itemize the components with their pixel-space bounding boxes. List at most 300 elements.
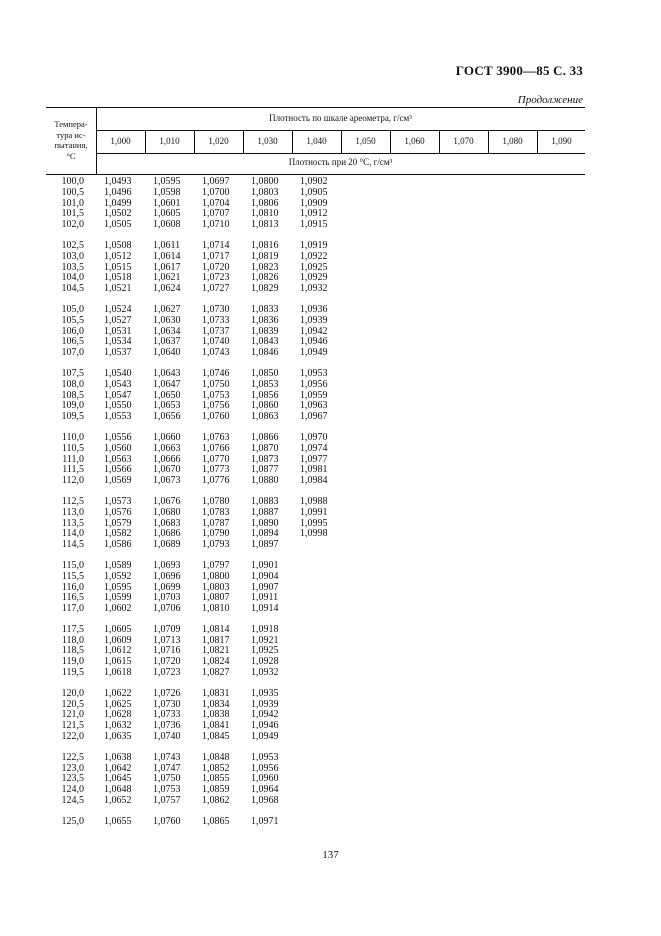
density-cell: 1,0743 (202, 347, 230, 359)
temperature-cell: 112,0 (61, 475, 84, 487)
table-row (46, 412, 585, 423)
column-header: 1,010 (159, 136, 180, 146)
temperature-cell: 123,0 (61, 762, 84, 774)
temperature-cell: 116,5 (61, 592, 84, 604)
density-cell: 1,0776 (202, 475, 230, 487)
density-cell: 1,0905 (300, 186, 328, 198)
density-cell: 1,0853 (251, 378, 279, 390)
temperature-cell: 103,0 (61, 250, 84, 262)
density-cell: 1,0942 (300, 325, 328, 337)
density-cell: 1,0703 (153, 592, 181, 604)
density-cell: 1,0800 (251, 176, 279, 187)
density-cell: 1,0877 (251, 464, 279, 476)
density-cell: 1,0806 (251, 197, 279, 209)
density-cell: 1,0635 (104, 731, 132, 743)
density-cell: 1,0919 (300, 239, 328, 251)
density-cell: 1,0939 (251, 698, 279, 710)
density-cell: 1,0612 (104, 645, 132, 657)
density-cell: 1,0790 (202, 528, 230, 540)
temperature-cell: 113,0 (61, 506, 84, 518)
density-cell: 1,0852 (202, 762, 230, 774)
temperature-cell: 105,0 (61, 303, 84, 315)
density-cell: 1,0838 (202, 709, 230, 721)
density-cell: 1,0670 (153, 464, 181, 476)
density-cell: 1,0598 (153, 186, 181, 198)
density-cell: 1,0527 (104, 314, 132, 326)
density-cell: 1,0608 (153, 219, 181, 231)
density-cell: 1,0689 (153, 539, 181, 551)
density-cell: 1,0634 (153, 325, 181, 337)
density-cell: 1,0757 (153, 795, 181, 807)
density-cell: 1,0907 (251, 581, 279, 593)
density-cell: 1,0592 (104, 570, 132, 582)
density-cell: 1,0988 (300, 495, 328, 507)
density-cell: 1,0582 (104, 528, 132, 540)
density-cell: 1,0756 (202, 400, 230, 412)
density-cell: 1,0502 (104, 208, 132, 220)
table-row (46, 732, 585, 743)
density-cell: 1,0819 (251, 250, 279, 262)
density-cell: 1,0540 (104, 367, 132, 379)
density-cell: 1,0839 (251, 325, 279, 337)
density-cell: 1,0614 (153, 250, 181, 262)
density-cell: 1,0935 (251, 687, 279, 699)
table-row (46, 444, 585, 455)
density-cell: 1,0710 (202, 219, 230, 231)
table-row (46, 508, 585, 519)
density-cell: 1,0827 (202, 667, 230, 679)
table-row (46, 476, 585, 487)
density-cell: 1,0621 (153, 272, 181, 284)
density-cell: 1,0686 (153, 528, 181, 540)
table-row (46, 604, 585, 615)
row-group (46, 177, 585, 231)
temperature-cell: 101,0 (61, 197, 84, 209)
density-cell: 1,0956 (251, 762, 279, 774)
row-group (46, 817, 585, 828)
density-cell: 1,0855 (202, 773, 230, 785)
page-number: 137 (322, 849, 339, 861)
density-cell: 1,0628 (104, 709, 132, 721)
density-cell: 1,0836 (251, 314, 279, 326)
density-cell: 1,0856 (251, 389, 279, 401)
density-cell: 1,0995 (300, 517, 328, 529)
temperature-cell: 107,0 (61, 347, 84, 359)
density-cell: 1,0556 (104, 431, 132, 443)
density-cell: 1,0883 (251, 495, 279, 507)
density-cell: 1,0928 (251, 656, 279, 668)
temperature-cell: 102,0 (61, 219, 84, 231)
density-cell: 1,0753 (153, 784, 181, 796)
density-cell: 1,0887 (251, 506, 279, 518)
row-group (46, 497, 585, 551)
temperature-cell: 119,0 (61, 656, 84, 668)
temperature-cell: 109,0 (61, 400, 84, 412)
density-cell: 1,0848 (202, 751, 230, 763)
density-cell: 1,0826 (251, 272, 279, 284)
density-cell: 1,0974 (300, 442, 328, 454)
density-cell: 1,0666 (153, 453, 181, 465)
density-cell: 1,0599 (104, 592, 132, 604)
density-cell: 1,0714 (202, 239, 230, 251)
density-cell: 1,0637 (153, 336, 181, 348)
temperature-cell: 117,0 (61, 603, 84, 615)
temperature-cell: 106,0 (61, 325, 84, 337)
density-cell: 1,0624 (153, 283, 181, 295)
density-cell: 1,0800 (202, 570, 230, 582)
density-cell: 1,0618 (104, 667, 132, 679)
density-cell: 1,0642 (104, 762, 132, 774)
density-cell: 1,0656 (153, 411, 181, 423)
density-cell: 1,0693 (153, 559, 181, 571)
temperature-cell: 114,0 (61, 528, 84, 540)
density-cell: 1,0638 (104, 751, 132, 763)
density-cell: 1,0914 (251, 603, 279, 615)
density-cell: 1,0956 (300, 378, 328, 390)
density-cell: 1,0810 (202, 603, 230, 615)
density-cell: 1,0595 (153, 176, 181, 187)
density-cell: 1,0683 (153, 517, 181, 529)
density-cell: 1,0959 (300, 389, 328, 401)
table-row (46, 252, 585, 263)
density-cell: 1,0640 (153, 347, 181, 359)
density-cell: 1,0960 (251, 773, 279, 785)
column-header: 1,000 (110, 136, 131, 146)
density-cell: 1,0845 (202, 731, 230, 743)
density-cell: 1,0605 (104, 623, 132, 635)
temperature-cell: 112,5 (61, 495, 84, 507)
row-group (46, 625, 585, 679)
density-cell: 1,0865 (202, 815, 230, 827)
temperature-cell: 122,5 (61, 751, 84, 763)
temperature-cell: 118,0 (61, 634, 84, 646)
density-cell: 1,0743 (153, 751, 181, 763)
density-cell: 1,0726 (153, 687, 181, 699)
density-cell: 1,0793 (202, 539, 230, 551)
density-cell: 1,0939 (300, 314, 328, 326)
table-row (46, 817, 585, 828)
document-title: ГОСТ 3900—85 С. 33 (455, 63, 583, 78)
temperature-cell: 113,5 (61, 517, 84, 529)
density-cell: 1,0964 (251, 784, 279, 796)
density-cell: 1,0766 (202, 442, 230, 454)
density-cell: 1,0932 (300, 283, 328, 295)
density-cell: 1,0866 (251, 431, 279, 443)
table-row (46, 540, 585, 551)
density-cell: 1,0647 (153, 378, 181, 390)
density-cell: 1,0706 (153, 603, 181, 615)
temperature-cell: 104,5 (61, 283, 84, 295)
row-group (46, 753, 585, 807)
density-cell: 1,0723 (153, 667, 181, 679)
density-cell: 1,0817 (202, 634, 230, 646)
density-cell: 1,0953 (251, 751, 279, 763)
density-cell: 1,0697 (202, 176, 230, 187)
temperature-cell: 115,0 (61, 559, 84, 571)
density-cell: 1,0550 (104, 400, 132, 412)
density-cell: 1,0977 (300, 453, 328, 465)
density-cell: 1,0813 (251, 219, 279, 231)
density-cell: 1,0650 (153, 389, 181, 401)
density-cell: 1,0984 (300, 475, 328, 487)
density-cell: 1,0660 (153, 431, 181, 443)
density-cell: 1,0760 (202, 411, 230, 423)
density-cell: 1,0601 (153, 197, 181, 209)
density-cell: 1,0627 (153, 303, 181, 315)
density-cell: 1,0579 (104, 517, 132, 529)
density-cell: 1,0970 (300, 431, 328, 443)
density-cell: 1,0859 (202, 784, 230, 796)
density-cell: 1,0750 (153, 773, 181, 785)
density-cell: 1,0576 (104, 506, 132, 518)
table-row (46, 668, 585, 679)
density-cell: 1,0816 (251, 239, 279, 251)
header-rule-lower (96, 153, 585, 154)
density-cell: 1,0880 (251, 475, 279, 487)
density-cell: 1,0968 (251, 795, 279, 807)
density-cell: 1,0493 (104, 176, 132, 187)
temperature-cell: 101,5 (61, 208, 84, 220)
temperature-cell: 107,5 (61, 367, 84, 379)
density-cell: 1,0512 (104, 250, 132, 262)
temperature-cell: 108,5 (61, 389, 84, 401)
temperature-cell: 100,5 (61, 186, 84, 198)
density-cell: 1,0807 (202, 592, 230, 604)
density-cell: 1,0730 (153, 698, 181, 710)
density-cell: 1,0655 (104, 815, 132, 827)
temperature-cell: 102,5 (61, 239, 84, 251)
density-cell: 1,0553 (104, 411, 132, 423)
density-cell: 1,0521 (104, 283, 132, 295)
density-cell: 1,0740 (153, 731, 181, 743)
density-cell: 1,0617 (153, 261, 181, 273)
density-cell: 1,0829 (251, 283, 279, 295)
density-cell: 1,0846 (251, 347, 279, 359)
density-cell: 1,0720 (202, 261, 230, 273)
density-cell: 1,0850 (251, 367, 279, 379)
density-cell: 1,0716 (153, 645, 181, 657)
density-cell: 1,0673 (153, 475, 181, 487)
density-cell: 1,0787 (202, 517, 230, 529)
table-row (46, 572, 585, 583)
temperature-cell: 111,5 (62, 464, 84, 476)
header-rule-top (46, 107, 585, 108)
column-header: 1,020 (208, 136, 229, 146)
table-body (46, 177, 585, 838)
density-cell: 1,0569 (104, 475, 132, 487)
density-cell: 1,0967 (300, 411, 328, 423)
density-cell: 1,0531 (104, 325, 132, 337)
table-row (46, 220, 585, 231)
temperature-cell: 116,0 (61, 581, 84, 593)
row-group (46, 305, 585, 359)
density-cell: 1,0902 (300, 176, 328, 187)
density-cell: 1,0911 (251, 592, 279, 604)
density-cell: 1,0783 (202, 506, 230, 518)
density-cell: 1,0834 (202, 698, 230, 710)
density-cell: 1,0746 (202, 367, 230, 379)
density-cell: 1,0915 (300, 219, 328, 231)
table-row (46, 284, 585, 295)
table-row (46, 316, 585, 327)
temperature-cell: 104,0 (61, 272, 84, 284)
row-group (46, 689, 585, 743)
density-cell: 1,0720 (153, 656, 181, 668)
density-cell: 1,0770 (202, 453, 230, 465)
density-cell: 1,0700 (202, 186, 230, 198)
density-cell: 1,0505 (104, 219, 132, 231)
density-cell: 1,0949 (251, 731, 279, 743)
density-cell: 1,0648 (104, 784, 132, 796)
density-cell: 1,0953 (300, 367, 328, 379)
density-scale-header: Плотность по шкале ареометра, г/см³ (269, 113, 412, 123)
density-cell: 1,0860 (251, 400, 279, 412)
density-cell: 1,0709 (153, 623, 181, 635)
density-cell: 1,0831 (202, 687, 230, 699)
density-cell: 1,0563 (104, 453, 132, 465)
density-cell: 1,0595 (104, 581, 132, 593)
density-cell: 1,0821 (202, 645, 230, 657)
density-cell: 1,0890 (251, 517, 279, 529)
temperature-cell: 125,0 (61, 815, 84, 827)
density-cell: 1,0630 (153, 314, 181, 326)
column-header: 1,070 (453, 136, 474, 146)
density-cell: 1,0730 (202, 303, 230, 315)
row-group (46, 369, 585, 423)
density-cell: 1,0904 (251, 570, 279, 582)
density-cell: 1,0707 (202, 208, 230, 220)
temperature-cell: 124,0 (61, 784, 84, 796)
table-row (46, 796, 585, 807)
density-cell: 1,0699 (153, 581, 181, 593)
density-cell: 1,0733 (202, 314, 230, 326)
density-cell: 1,0515 (104, 261, 132, 273)
density-cell: 1,0823 (251, 261, 279, 273)
row-group (46, 561, 585, 615)
density-cell: 1,0740 (202, 336, 230, 348)
density-cell: 1,0737 (202, 325, 230, 337)
density-cell: 1,0609 (104, 634, 132, 646)
density-cell: 1,0918 (251, 623, 279, 635)
density-cell: 1,0537 (104, 347, 132, 359)
density-cell: 1,0615 (104, 656, 132, 668)
table-row (46, 348, 585, 359)
density-cell: 1,0547 (104, 389, 132, 401)
column-header: 1,030 (257, 136, 278, 146)
density-cell: 1,0518 (104, 272, 132, 284)
density-cell: 1,0496 (104, 186, 132, 198)
density-cell: 1,0622 (104, 687, 132, 699)
density-cell: 1,0998 (300, 528, 328, 540)
density-cell: 1,0524 (104, 303, 132, 315)
temperature-cell: 120,5 (61, 698, 84, 710)
density-cell: 1,0971 (251, 815, 279, 827)
temperature-cell: 100,0 (61, 176, 84, 187)
density-cell: 1,0750 (202, 378, 230, 390)
density-cell: 1,0753 (202, 389, 230, 401)
table-row (46, 380, 585, 391)
density-cell: 1,0773 (202, 464, 230, 476)
density-cell: 1,0573 (104, 495, 132, 507)
density-cell: 1,0824 (202, 656, 230, 668)
density-cell: 1,0534 (104, 336, 132, 348)
column-header: 1,080 (502, 136, 523, 146)
temperature-cell: 110,5 (61, 442, 84, 454)
temperature-cell: 124,5 (61, 795, 84, 807)
row-group (46, 241, 585, 295)
density-cell: 1,0508 (104, 239, 132, 251)
density-cell: 1,0843 (251, 336, 279, 348)
density-cell: 1,0936 (300, 303, 328, 315)
density-cell: 1,0814 (202, 623, 230, 635)
density-cell: 1,0566 (104, 464, 132, 476)
density-cell: 1,0717 (202, 250, 230, 262)
temperature-cell: 121,5 (61, 720, 84, 732)
density-cell: 1,0645 (104, 773, 132, 785)
density-cell: 1,0862 (202, 795, 230, 807)
density-cell: 1,0797 (202, 559, 230, 571)
temperature-cell: 108,0 (61, 378, 84, 390)
temperature-cell: 117,5 (61, 623, 84, 635)
density-cell: 1,0713 (153, 634, 181, 646)
density-cell: 1,0870 (251, 442, 279, 454)
temperature-cell: 122,0 (61, 731, 84, 743)
density-cell: 1,0922 (300, 250, 328, 262)
density-cell: 1,0929 (300, 272, 328, 284)
density-cell: 1,0652 (104, 795, 132, 807)
temperature-cell: 120,0 (61, 687, 84, 699)
density-cell: 1,0921 (251, 634, 279, 646)
density-cell: 1,0589 (104, 559, 132, 571)
temperature-cell: 110,0 (61, 431, 84, 443)
density-cell: 1,0897 (251, 539, 279, 551)
temperature-cell: 106,5 (61, 336, 84, 348)
temperature-cell: 118,5 (61, 645, 84, 657)
density-cell: 1,0602 (104, 603, 132, 615)
temperature-cell: 105,5 (61, 314, 84, 326)
density-cell: 1,0760 (153, 815, 181, 827)
density-cell: 1,0925 (300, 261, 328, 273)
column-header: 1,090 (551, 136, 572, 146)
density-cell: 1,0543 (104, 378, 132, 390)
temperature-cell: 115,5 (61, 570, 84, 582)
density-cell: 1,0981 (300, 464, 328, 476)
density-cell: 1,0632 (104, 720, 132, 732)
density-cell: 1,0727 (202, 283, 230, 295)
density-cell: 1,0611 (153, 239, 181, 251)
column-header: 1,040 (306, 136, 327, 146)
density-cell: 1,0894 (251, 528, 279, 540)
row-group (46, 433, 585, 487)
density-cell: 1,0696 (153, 570, 181, 582)
density-cell: 1,0663 (153, 442, 181, 454)
density-cell: 1,0949 (300, 347, 328, 359)
density-cell: 1,0747 (153, 762, 181, 774)
temperature-cell: 121,0 (61, 709, 84, 721)
temperature-cell: 114,5 (61, 539, 84, 551)
density-cell: 1,0499 (104, 197, 132, 209)
density-cell: 1,0873 (251, 453, 279, 465)
header-rule-bottom (46, 174, 585, 175)
density-cell: 1,0625 (104, 698, 132, 710)
density-cell: 1,0676 (153, 495, 181, 507)
density-cell: 1,0946 (251, 720, 279, 732)
density-cell: 1,0901 (251, 559, 279, 571)
temperature-cell: 119,5 (61, 667, 84, 679)
density-cell: 1,0841 (202, 720, 230, 732)
density-cell: 1,0942 (251, 709, 279, 721)
density-cell: 1,0803 (202, 581, 230, 593)
